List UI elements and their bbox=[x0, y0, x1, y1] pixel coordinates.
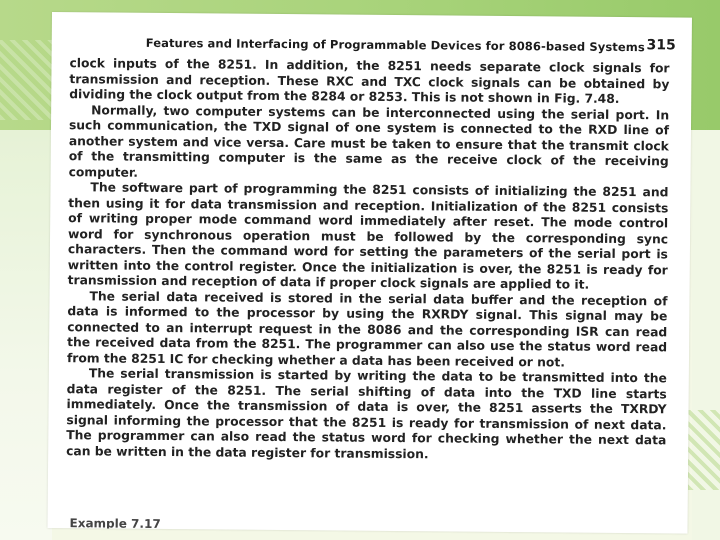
page-header bbox=[146, 33, 676, 58]
body-text bbox=[66, 56, 669, 464]
running-header-title: Features and Interfacing of Programmable Devices for 8086-based Systems bbox=[145, 35, 645, 55]
paragraph-2: Normally, two computer systems can be interconnected using the serial port. In such communication, the TXD signal of one system is connected to the RXD line of another system and vice versa. Care must be taken to ensure that the transmit clock of the transmitting computer is the same as the receive clock of the receiving computer. bbox=[68, 102, 670, 180]
slide-left-margin bbox=[0, 130, 52, 540]
scanned-book-page bbox=[47, 12, 691, 534]
page-number: 315 bbox=[646, 37, 676, 54]
slide-pattern-right bbox=[688, 410, 720, 490]
cut-off-heading: Example 7.17 bbox=[69, 516, 161, 531]
paragraph-1: clock inputs of the 8251. In addition, the 8251 needs separate clock signals for transmission and reception. These RXC and TXC clock signals can be obtained by dividing the clock output from the 8284 or 8253. This is not shown in Fig. 7.48. bbox=[69, 56, 670, 106]
paragraph-4: The serial data received is stored in the serial data buffer and the reception of data is informed to the processor by using the RXRDY signal. This signal may be connected to an interrupt request in the 8086 and the corresponding ISR can read the received data from the 8251. The programmer can also use the status word read from the 8251 IC for checking whether a data has been received or not. bbox=[66, 288, 668, 369]
paragraph-5: The serial transmission is started by writing the data to be transmitted into the data register of the 8251. The serial shifting of data into the TXD line starts immediately. Once the transmission of data is over, the 8251 asserts the TXRDY signal informing the processor that the 8251 is ready for transmission of next data. The programmer can also read the status word for checking whether the next data can be written in the data register for transmission. bbox=[66, 366, 667, 461]
paragraph-3: The software part of programming the 8251 consists of initializing the 8251 and then using it for data transmission and reception. Initialization of the 8251 consists of writing proper mode command word immediately after reset. The mode control word for synchronous operation must be followed by the corresponding sync characters. Then the command word for setting the parameters of the serial port is written into the control register. Once the initialization is over, the 8251 is ready for transmission and reception of data if proper clock signals are applied to it. bbox=[67, 180, 669, 292]
